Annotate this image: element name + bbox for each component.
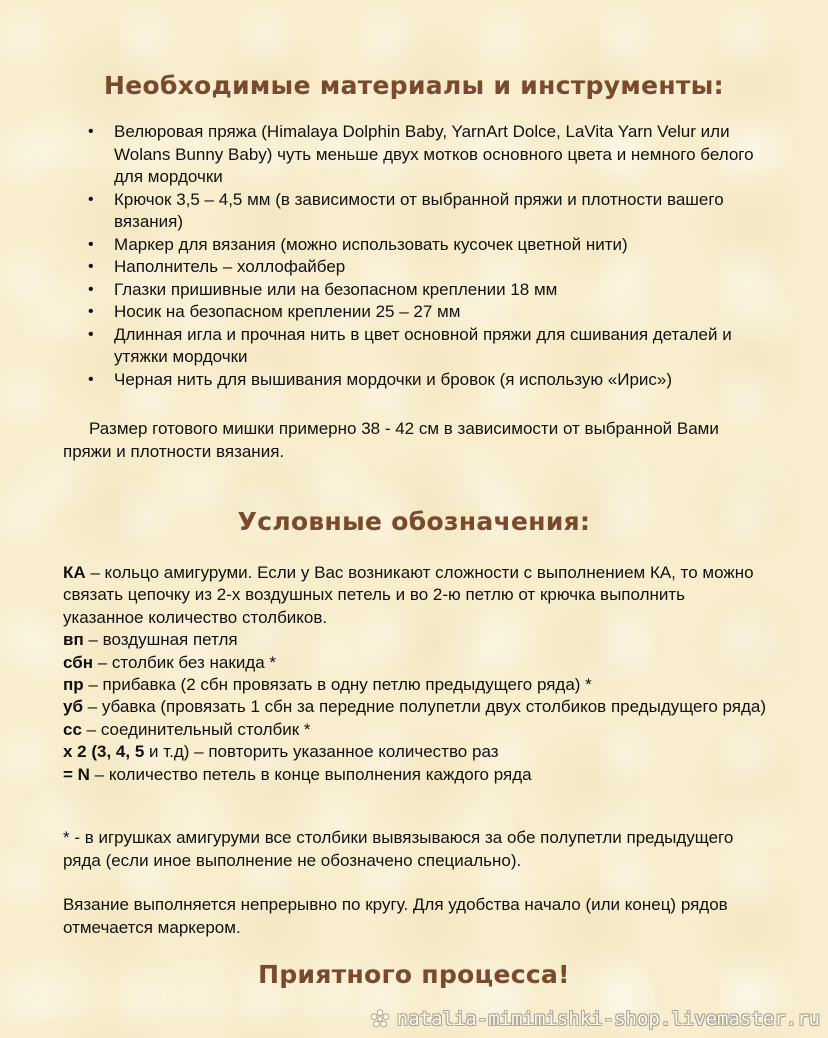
legend-desc: – убавка (провязать 1 сбн за передние полупетли двух столбиков предыдущего ряда) (82, 697, 766, 717)
bullet-icon: • (88, 370, 94, 388)
bullet-icon: • (88, 190, 94, 208)
legend-row (63, 764, 768, 786)
legend-desc: – кольцо амигуруми. Если у Вас возникают сложности с выполнением КА, то можно связать цепочку из 2-х воздушных петель и во 2-ю петлю от крючка выполнить указанное количество столбиков. (63, 563, 754, 627)
list-item-text: Маркер для вязания (можно использовать кусочек цветной нити) (114, 234, 628, 254)
legend-desc: – соединительный столбик * (81, 719, 311, 739)
legend-list (63, 562, 768, 786)
legend-term: сбн (63, 652, 93, 672)
closing-heading: Приятного процесса! (258, 960, 570, 989)
legend-term: уб (63, 697, 83, 717)
knitting-paragraph: Вязание выполняется непрерывно по кругу. Для удобства начало (или конец) рядов отмечается маркером. (63, 895, 728, 937)
legend-desc: – количество петель в конце выполнения каждого ряда (89, 764, 532, 784)
list-item-text: Носик на безопасном креплении 25 – 27 мм (114, 302, 461, 321)
bullet-icon: • (88, 235, 94, 253)
legend-row (63, 741, 768, 763)
size-paragraph: Размер готового мишки примерно 38 - 42 см в зависимости от выбранной Вами пряжи и плотности вязания. (63, 419, 719, 461)
list-item-text: Велюровая пряжа (Himalaya Dolphin Baby, YarnArt Dolce, LaVita Yarn Velur или Wolans Bunny Baby) чуть меньше двух мотков основного цвета и немного белого для мордочки (114, 122, 754, 186)
bullet-icon: • (88, 325, 94, 343)
list-item-text: Крючок 3,5 – 4,5 мм (в зависимости от выбранной пряжи и плотности вашего вязания) (114, 189, 724, 231)
legend-row (63, 629, 768, 651)
legend-row (63, 696, 768, 718)
legend-term: = N (63, 764, 90, 784)
bullet-icon: • (88, 258, 94, 275)
legend-heading: Условные обозначения: (237, 507, 591, 536)
list-item (88, 369, 768, 392)
materials-list (88, 121, 768, 391)
legend-term: вп (63, 630, 84, 650)
list-item-text: Черная нить для вышивания мордочки и бровок (я использую «Ирис») (114, 369, 673, 389)
bullet-icon: • (88, 303, 94, 320)
list-item (88, 279, 768, 302)
legend-desc: – воздушная петля (83, 630, 238, 650)
bullet-icon: • (88, 123, 94, 140)
list-item-text: Наполнитель – холлофайбер (114, 257, 346, 276)
list-item (88, 324, 768, 369)
note-paragraph: * - в игрушках амигуруми все столбики вывязываюся за обе полупетли предыдущего ряда (если иное выполнение не обозначено специально). (63, 828, 734, 870)
legend-desc: – столбик без накида * (93, 652, 277, 672)
materials-heading: Необходимые материалы и инструменты: (104, 71, 724, 100)
legend-term: пр (63, 675, 84, 695)
legend-row (63, 562, 768, 629)
legend-term: сс (63, 719, 82, 739)
legend-term: х 2 (3, 4, 5 (63, 742, 145, 762)
watermark-text: natalia-mimimishki-shop.livemaster.ru (396, 1008, 820, 1030)
list-item (88, 121, 768, 189)
legend-desc: – прибавка (2 сбн провязать в одну петлю предыдущего ряда) * (83, 675, 592, 695)
legend-row (63, 652, 768, 674)
watermark (369, 1008, 820, 1030)
list-item (88, 234, 768, 257)
list-item (88, 256, 768, 279)
list-item-text: Глазки пришивные или на безопасном креплении 18 мм (114, 279, 558, 299)
legend-row (63, 674, 768, 696)
list-item (88, 189, 768, 234)
list-item (88, 301, 768, 324)
flower-icon (369, 1008, 391, 1030)
legend-row (63, 719, 768, 741)
list-item-text: Длинная игла и прочная нить в цвет основной пряжи для сшивания деталей и утяжки мордочки (114, 324, 732, 366)
bullet-icon: • (88, 280, 94, 298)
legend-term: КА (63, 563, 86, 582)
legend-desc: и т.д) – повторить указанное количество раз (144, 742, 499, 762)
